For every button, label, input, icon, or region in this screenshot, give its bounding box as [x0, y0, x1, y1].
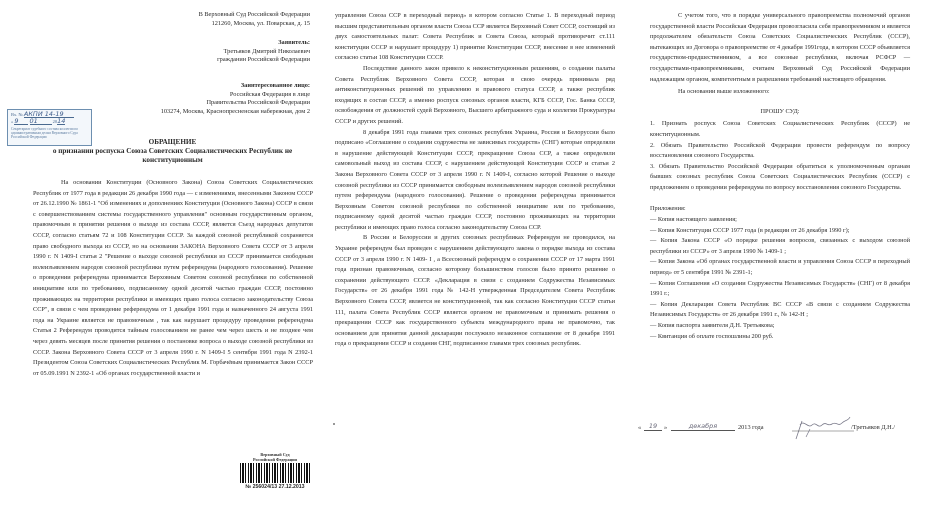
- barcode-number: № 256024/13 27.12.2013: [245, 484, 305, 491]
- date-month-handwritten: декабря: [671, 421, 735, 431]
- petition-request: 1. Признать роспуск Союза Советских Социалистических Республик (СССР) не конституционным.: [650, 120, 910, 138]
- addressee-block: [70, 11, 310, 28]
- signature-icon: [788, 415, 858, 441]
- page3-body: [650, 11, 910, 342]
- document-title-block: [30, 138, 315, 165]
- barcode-label-line2: Российской Федерации: [253, 456, 297, 462]
- signature-row: [638, 421, 938, 443]
- date-year: 2013 года: [738, 424, 764, 431]
- stamp-month: 01: [30, 118, 52, 125]
- attachment-item: — Квитанция об оплате госпошлины 200 руб.: [650, 332, 774, 340]
- interested-party-label: Заинтересованное лицо:: [240, 82, 310, 89]
- court-registration-barcode: [236, 453, 314, 490]
- attachment-item: — Копия Закона «Об органах государственной власти и управления Союза СССР в переходный период» от 5 сентября 1991 № 2391-1;: [650, 258, 910, 277]
- incoming-registration-stamp: Вх. № АКПИ 14-19 « 9 01 2014 Секретариат судебного состава коллегии по административным делам Верховного Суда Российской Федерации: [7, 109, 92, 146]
- attachment-item: — Копия Декларации Совета Республик ВС СССР «В связи с созданием Содружества Независимых Государств» от 26 декабря 1991 г., № 142-Н ;: [650, 300, 910, 319]
- signatory-name: /Третьяков Д.Н./: [851, 424, 895, 431]
- document-page-2: [315, 0, 630, 512]
- applicant-name: Третьяков Дмитрий Николаевич: [223, 47, 310, 55]
- petition-heading: ПРОШУ СУД:: [760, 107, 800, 115]
- interested-party-block: [70, 82, 310, 117]
- stamp-year: 14: [57, 117, 66, 125]
- date-close-quote: »: [664, 424, 668, 431]
- document-subtitle: о признании роспуска Союза Советских Социалистических Республик не конституционным: [52, 147, 293, 164]
- attachment-item: — Копия настоящего заявления;: [650, 216, 737, 224]
- petition-request: 2. Обязать Правительство Российской Федерации провести референдум по вопросу восстановления союзного Государства.: [650, 141, 910, 160]
- petition-request: 3. Обязать Правительство Российской Федерации обратиться к уполномоченным органам бывших союзных республик Союза Советских Социалистических Республик (СССР) с предложением о проведении референдума по вопросу восстановления союзного Государства.: [650, 162, 910, 191]
- petition-section: [650, 107, 910, 194]
- interested-party-line1: Российская Федерация в лице: [229, 90, 310, 98]
- attachment-item: — Копия Конституции СССР 1977 года (в редакции от 26 декабря 1990 г);: [650, 226, 850, 234]
- body-paragraph: управления Союза ССР в переходный период» в котором согласно Статье 1. В переходный период высшим представительным органом власти Союза ССР является Верховный Совет СССР, состоящий из двух самостоятельных палат: Совета Республик и Совета Союза, который противоречит ст.111 конституции СССР и нарушает процедуру 1) принятие Конституции СССР, внесение в нее изменений согласно статьи 108 Конституции СССР.: [335, 12, 615, 62]
- attachments-label: Приложения:: [650, 204, 686, 212]
- body-paragraph: С учетом того, что в порядке универсального правопреемства полномочий органов государственной власти Российская Федерация провозгласила себя правопреемником и является продолжателем обязательств Союза Советских Социалистических Республик (СССР), вытекающих из Договора о правопреемстве от 4 декабря 1991года, в котором СССР объявляется государством-предшественником, а все союзные республики, включая РСФСР — государствами-правопреемниками, считаем Верховный Суд Российской Федерации надлежащим органом, компетентным в разрешении требований настоящего обращения.: [650, 12, 910, 83]
- attachments-section: [650, 204, 910, 343]
- addressee-court: В Верховный Суд Российской Федерации: [198, 11, 310, 18]
- attachment-item: — Копия паспорта заявителя Д.Н. Третьякова;: [650, 322, 775, 330]
- stamp-year-prefix: 20: [52, 119, 58, 124]
- document-page-3: [630, 0, 945, 512]
- stamp-day: 9: [14, 118, 28, 125]
- barcode-icon: [240, 463, 310, 483]
- stamp-prefix: Вх. №: [11, 112, 23, 117]
- applicant-label: Заявитель:: [278, 39, 310, 46]
- document-title: ОБРАЩЕНИЕ: [148, 138, 197, 146]
- body-paragraph: На основании Конституции (Основного Закона) Союза Советских Социалистических Республик от 1977 года в редакции 26 декабря 1990 года — с изменениями, внесенными Законом СССР от 26.12.1990 № 1861-1 "Об изменениях и дополнениях Конституции (Основного Закона) СССР в связи с совершенствованием системы государственного управления" основным государственным органом, правомочным в принятии решения о выходе из состава СССР, является Съезд народных депутатов СССР, согласно статьям 72 и 108 Конституции СССР. За каждой союзной республикой сохраняется право свободного выхода из СССР, но на основании ЗАКОНА Верховного Совета СССР от 3 апреля 1990 г. N 1409-I статья 2 "Решение о выходе союзной республики из СССР принимается свободным волеизъявлением народов союзной республики путем референдума (народного голосования). Решение о проведении референдума принимается Верховным Советом союзной республики по собственной инициативе или по требованию, подписанному одной десятой частью граждан СССР, постоянно проживающих на территории республики и имеющих право голоса согласно законодательству Союза ССР", в связи с чем проведение референдума от 1 декабря 1991 года и назначенного 24 августа 1991 года на Украине является не правомочным , так как нарушает процедуру проведения референдума Статья 2 Референдум проводится тайным голосованием не ранее чем через шесть и не позднее чем через девять месяцев после принятия решения о постановке вопроса о выходе союзной республики из СССР. Закона Верховного Совета СССР от 3 апреля 1990 г. N 1409-I 5 сентября 1991 года N 2392-1 Президентом Союза Советских Социалистических Республик М. Горбачёвым принимается Закон СССР от 05.09.1991 N 2392-1 «Об органах государственной власти и: [33, 179, 313, 377]
- applicant-block: [70, 39, 310, 65]
- scan-speck: [333, 423, 335, 425]
- attachment-item: — Копия Закона СССР «О порядке решения вопросов, связанных с выходом союзной республики из СССР» от 3 апреля 1990 № 1409-1 ;: [650, 237, 910, 255]
- date-day-handwritten: 19: [644, 421, 662, 431]
- page2-body: [335, 11, 615, 350]
- body-paragraph: 8 декабря 1991 года главами трех союзных республик Украина, Россия и Белоруссии было подписано «Соглашение о создании содружества не зависимых государств» (СНГ) которые определяли в нарушение действующей Конституции СССР, прекращение Союза ССР, а также определили самовольный выход из состава СССР, с нарушением действующей Конституции СССР и статьи 2 Закона Верховного Совета СССР от 3 апреля 1990 г. N 1409-I, согласно которой Решение о выходе союзной республики из СССР принимается свободным волеизъявлением народов союзной республики путем референдума (народного голосования). Решение о проведении референдума принимается Верховным Советом союзной республики по собственной инициативе или по требованию, подписанному одной десятой частью граждан СССР, постоянно проживающих на территории республики и имеющих право голоса согласно законодательству Союза ССР.: [335, 128, 615, 231]
- body-paragraph: В России и Белоруссии и других союзных республиках Референдум не проводился, на Украине референдум был проведен с нарушением действующего закона о порядке выхода из состава СССР от 3 апреля 1990 г. N 1409- I , а Всесоюзный референдум о сохранении СССР от 17 марта 1991 года признан правомочным, согласно которому большинством голосов было принято решение о сохранении действующего СССР. «Декларация в связи с созданием Содружества Независимых Государств» от 26 декабря 1991 года № 142-Н утвержденная Председателем Совета Республик Верховного Совета СССР, является не конституционной, так как согласно Конституции СССР статьи 111, палата Совета Республик СССР является органом не правомочным и принимать решения о прекращении СССР как государственного субъекта международного права не правомочно, так основанием для принятия данной декларации послужило незаконное соглашение от 8 декабря 1991 года о прекращении СССР и создания СНГ, подписанное главами трех союзных республик.: [335, 234, 615, 348]
- addressee-court-address: 121260, Москва, ул. Поварская, д. 15: [211, 19, 310, 27]
- attachment-item: — Копия Соглашения «О создании Содружества Независимых Государств» (СНГ) от 8 декабря 1991 г.;: [650, 279, 910, 298]
- date-open-quote: «: [638, 424, 642, 431]
- body-paragraph: Последствие данного закон привело к неконституционным решениям, о создании палаты Совета Республик Верховного Совета СССР, которая в свою очередь принимала ряд антиконституционных решений по управлению и правового статуса СССР, а также республик входящих в состав СССР, а именно роспуск союзных органов власти, КГБ СССР, Гос. Банка СССР, освобождения от должностей судей Верховного, Высшего арбитражного суда и коллегии Прокуратуры СССР и других решений.: [335, 64, 615, 125]
- stamp-caption: Секретариат судебного состава коллегии по административным делам Верховного Суда Российской Федерации: [11, 127, 79, 140]
- applicant-status: гражданин Российской Федерации: [217, 56, 310, 64]
- stamp-number: АКПИ 14-19: [24, 111, 74, 118]
- interested-party-address: 103274, Москва, Краснопресненская набережная, дом 2: [160, 108, 310, 116]
- barcode-label-line1: Верховный Суд: [260, 452, 290, 457]
- basis-line: На основании выше изложенного:: [678, 88, 770, 96]
- interested-party-line2: Правительства Российской Федерации: [206, 99, 310, 107]
- document-page-1: [0, 0, 315, 512]
